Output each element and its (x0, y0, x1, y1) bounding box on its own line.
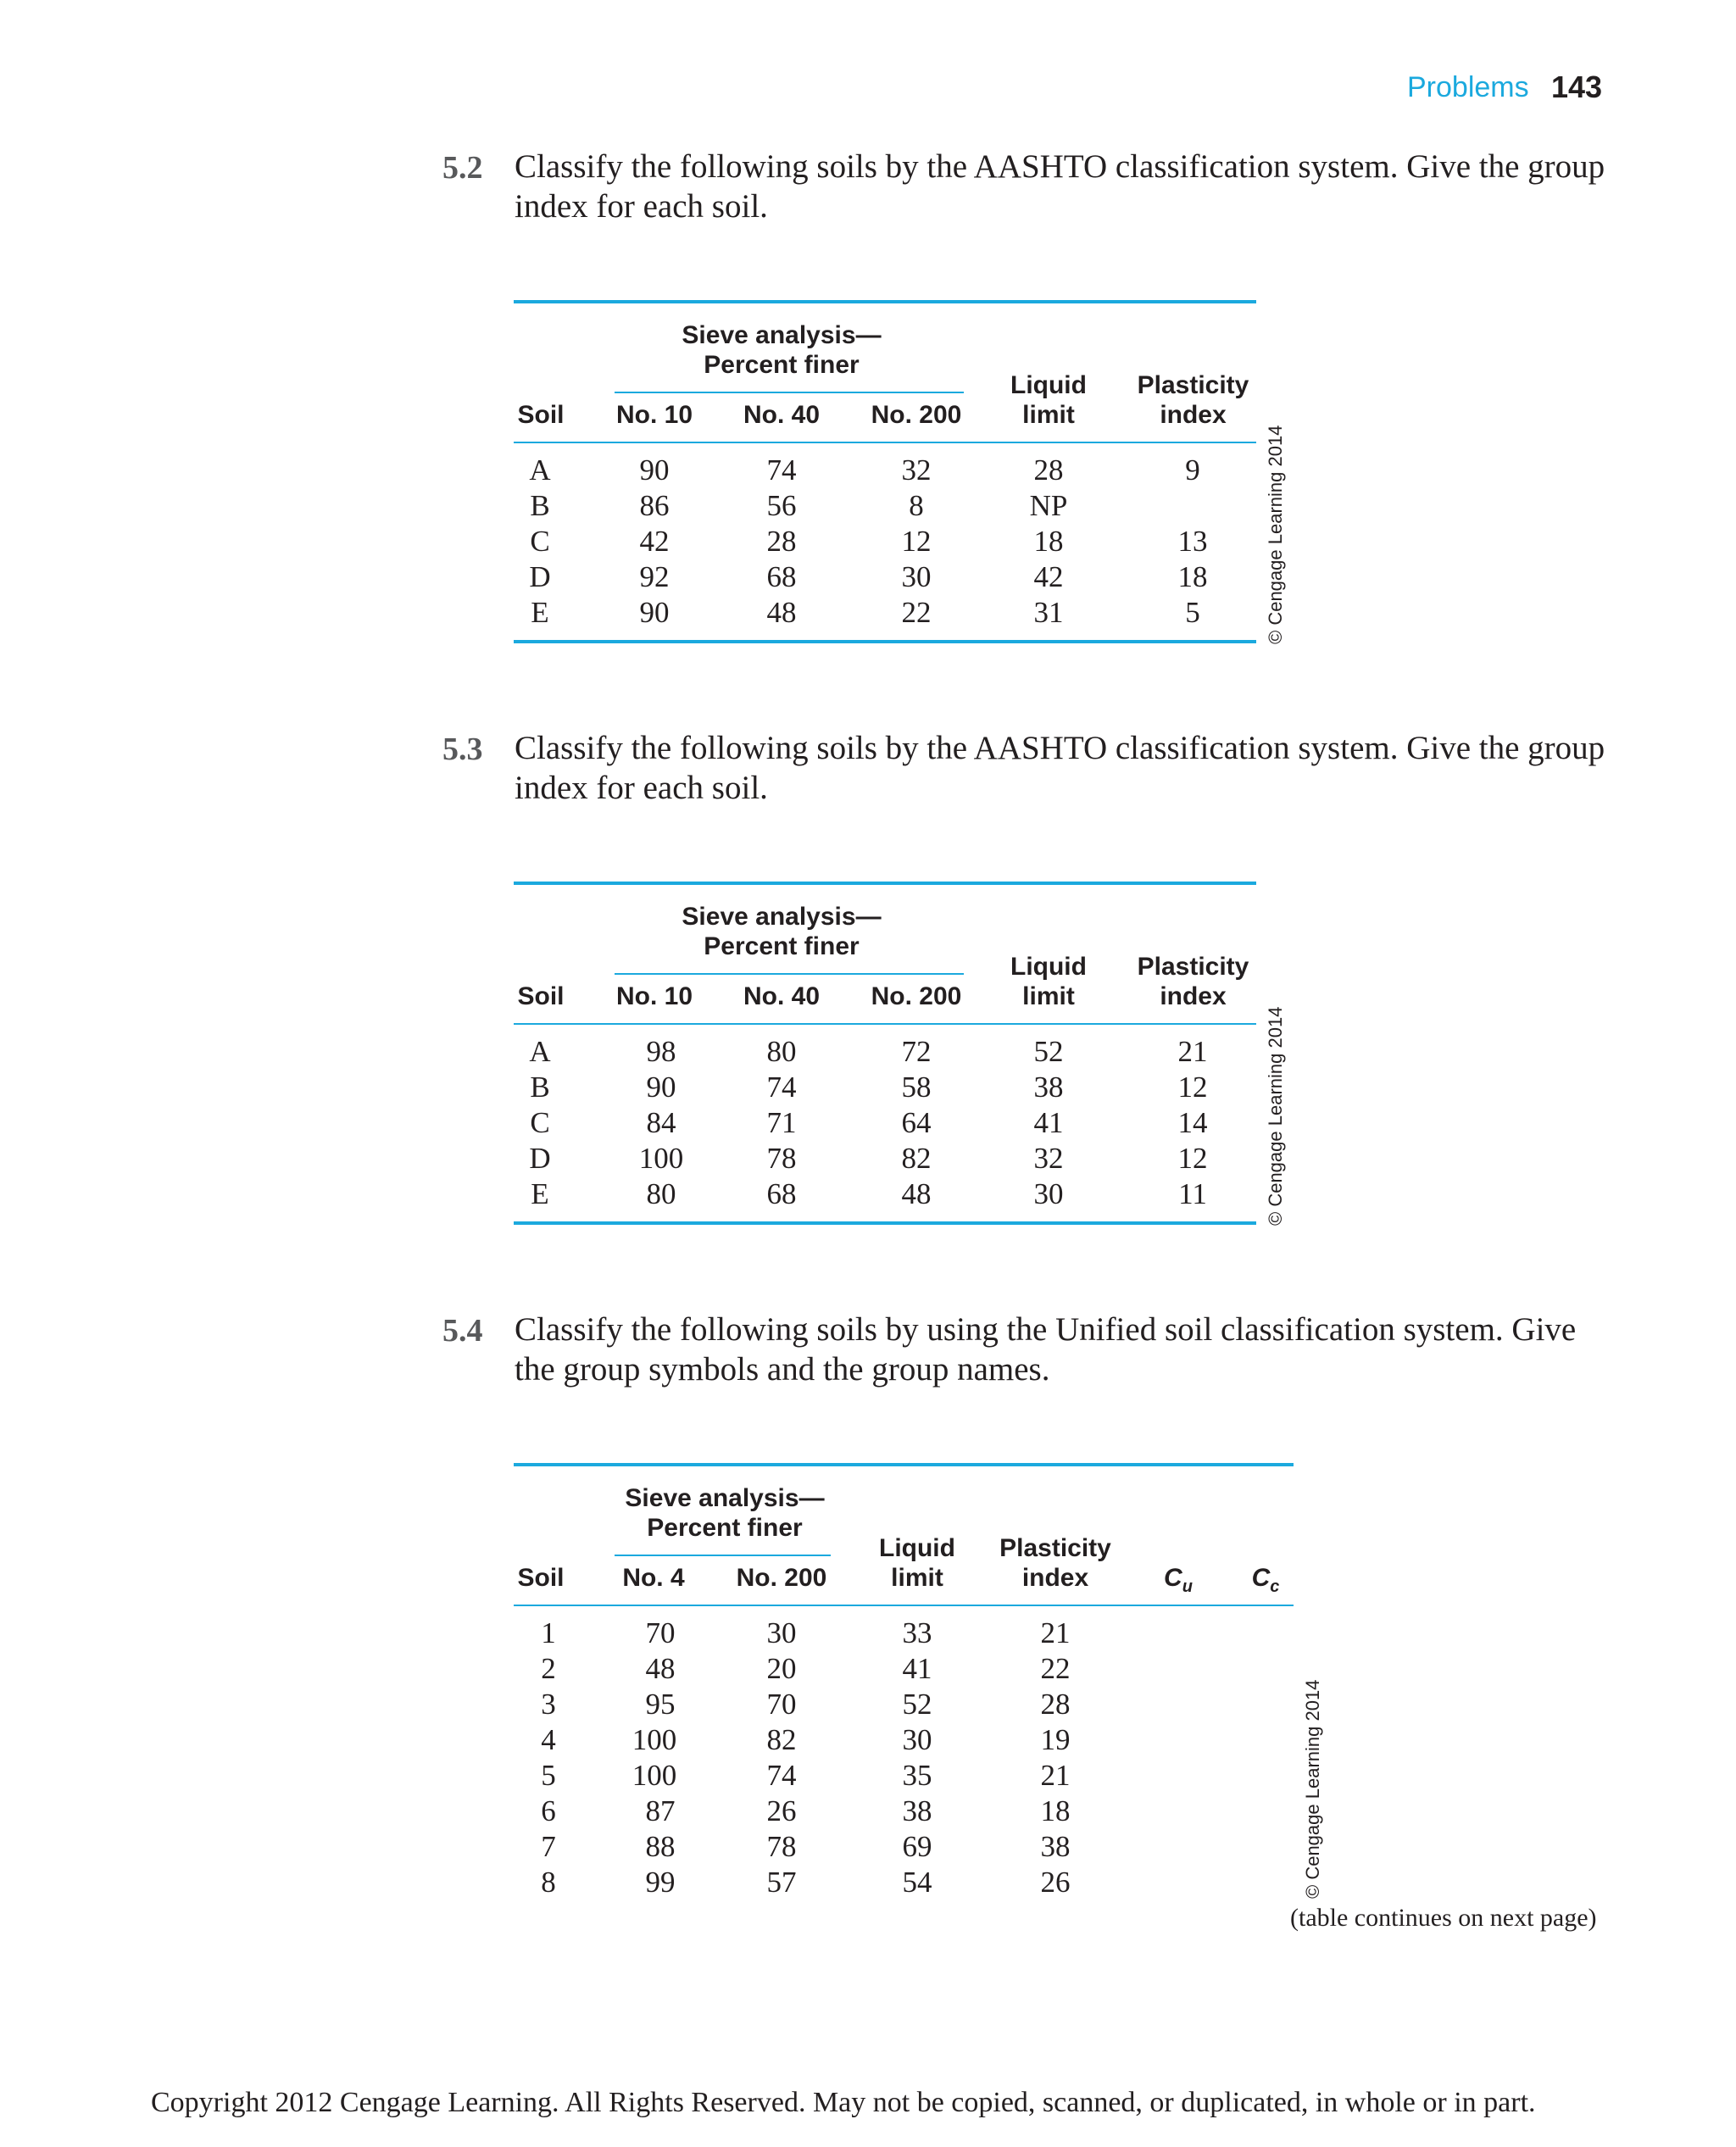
table-cell: 80 (766, 1035, 797, 1068)
problem-statement (515, 728, 1608, 808)
table-cell: 21 (1040, 1616, 1071, 1649)
column-header: Soil (517, 982, 565, 1010)
problem-number: 5.2 (442, 150, 483, 186)
problem-statement (515, 1310, 1608, 1389)
header-bottom-rule (514, 442, 1256, 443)
table-cell: D (529, 1142, 551, 1175)
table-cell: 5 (1185, 596, 1200, 629)
cu-sub: u (1182, 1577, 1193, 1596)
table-cell: 58 (901, 1071, 932, 1104)
table-cell: 21 (1040, 1759, 1071, 1792)
table-cell: 14 (1177, 1106, 1208, 1139)
footer-copyright: Copyright 2012 Cengage Learning. All Rights Reserved. May not be copied, scanned, or duplicated, in whole or in part. (151, 2087, 1536, 2118)
sieve-group-header: Sieve analysis— Percent finer (682, 903, 882, 960)
table-cell: 22 (1040, 1652, 1071, 1685)
table-cell: 30 (1033, 1177, 1064, 1210)
column-header: No. 10 (615, 982, 693, 1010)
table-cell: 74 (766, 1759, 797, 1792)
table-cell: 57 (766, 1866, 797, 1899)
table-top-rule (514, 882, 1256, 885)
table-cell: 5 (541, 1759, 556, 1792)
table-cell: A (529, 453, 551, 487)
sieve-group-header: Sieve analysis— Percent finer (625, 1484, 825, 1542)
table-cell: 78 (766, 1830, 797, 1863)
column-header: No. 200 (871, 982, 962, 1010)
table-cell: 42 (639, 525, 670, 558)
table-cell: 52 (902, 1688, 932, 1721)
table-cell: 38 (1040, 1830, 1071, 1863)
table-cell: B (530, 489, 550, 522)
table-cell: 54 (902, 1866, 932, 1899)
column-header: No. 4 (622, 1564, 685, 1592)
copyright-credit: © Cengage Learning 2014 (1265, 1006, 1286, 1226)
table-cell: 20 (766, 1652, 797, 1685)
table-cell: 30 (901, 560, 932, 593)
table-cell: 80 (646, 1177, 676, 1210)
problem-text-line: Classify the following soils by using the Unified soil classification system. Give (515, 1311, 1577, 1348)
table-cell: 35 (902, 1759, 932, 1792)
table-cell: 8 (909, 489, 924, 522)
table-cell: 4 (541, 1723, 556, 1756)
table-cell: 48 (766, 596, 797, 629)
running-header-section: Problems (1407, 71, 1529, 103)
table-cell: E (531, 1177, 549, 1210)
table-cell: 41 (1033, 1106, 1064, 1139)
table-cell: 71 (766, 1106, 797, 1139)
problem-text-line: index for each soil. (515, 770, 768, 806)
table-cell: 28 (1033, 453, 1064, 487)
table-cell: 90 (639, 453, 670, 487)
table-cell: 42 (1033, 560, 1064, 593)
table-cell: 9 (1185, 453, 1200, 487)
table-cell: 38 (902, 1794, 932, 1827)
table-cell: 2 (541, 1652, 556, 1685)
table-cell: 82 (901, 1142, 932, 1175)
table-cell: 38 (1033, 1071, 1064, 1104)
table-cell: 11 (1178, 1177, 1207, 1210)
table-cell: NP (1029, 489, 1068, 522)
table-cell: 72 (901, 1035, 932, 1068)
column-header: No. 200 (871, 401, 962, 429)
table-cell: C (530, 1106, 550, 1139)
table-cell: D (529, 560, 551, 593)
copyright-credit: © Cengage Learning 2014 (1265, 425, 1286, 644)
table-cell: 19 (1040, 1723, 1071, 1756)
problem-number: 5.3 (442, 731, 483, 767)
table-cell: 82 (766, 1723, 797, 1756)
table-cell: 18 (1040, 1794, 1071, 1827)
group-header-rule (615, 392, 964, 393)
problem-statement (515, 147, 1608, 226)
table-cell: 68 (766, 560, 797, 593)
table-cell: 31 (1033, 596, 1064, 629)
table-cell: 90 (646, 1071, 676, 1104)
column-header-cu (1153, 1563, 1204, 1602)
column-header: No. 200 (736, 1564, 827, 1592)
table-cell: 92 (639, 560, 670, 593)
table-top-rule (514, 1463, 1294, 1466)
group-header-rule (615, 973, 964, 975)
table-cell: 28 (766, 525, 797, 558)
table-cell: 30 (766, 1616, 797, 1649)
table-cell: 100 (632, 1759, 677, 1792)
table-cell: 98 (646, 1035, 676, 1068)
problem-number: 5.4 (442, 1313, 483, 1349)
table-cell: 74 (766, 453, 797, 487)
table-cell: 30 (902, 1723, 932, 1756)
table-cell: 21 (1177, 1035, 1208, 1068)
problem-text-line: index for each soil. (515, 188, 768, 225)
column-header: Liquid limit (879, 1534, 955, 1592)
table-cell: 95 (645, 1688, 676, 1721)
table-cell: B (530, 1071, 550, 1104)
table-cell: 70 (645, 1616, 676, 1649)
column-header: No. 10 (615, 401, 693, 429)
table-cell: 12 (1177, 1071, 1208, 1104)
table-cell: 32 (901, 453, 932, 487)
table-cell: 78 (766, 1142, 797, 1175)
table-cell: 1 (541, 1616, 556, 1649)
table-cell: 48 (645, 1652, 676, 1685)
column-header: No. 40 (743, 982, 821, 1010)
table-cell: 68 (766, 1177, 797, 1210)
column-header-cc (1240, 1563, 1291, 1602)
table-cell: 12 (901, 525, 932, 558)
table-cell: 12 (1177, 1142, 1208, 1175)
table-bottom-rule (514, 1221, 1256, 1225)
column-header: Plasticity index (1137, 953, 1249, 1010)
table-cell: 69 (902, 1830, 932, 1863)
table-cell: 70 (766, 1688, 797, 1721)
page-number: 143 (1551, 70, 1603, 104)
table-cell: 84 (646, 1106, 676, 1139)
column-header: Soil (517, 401, 565, 429)
table-cell: 64 (901, 1106, 932, 1139)
copyright-credit: © Cengage Learning 2014 (1302, 1679, 1323, 1899)
table-cell: 26 (766, 1794, 797, 1827)
column-header: Soil (517, 1564, 565, 1592)
table-cell: C (530, 525, 550, 558)
table-cell: 18 (1033, 525, 1064, 558)
table-cell: 48 (901, 1177, 932, 1210)
column-header: Liquid limit (1010, 371, 1087, 429)
table-cell: 32 (1033, 1142, 1064, 1175)
column-header: Plasticity index (1137, 371, 1249, 429)
table-cell: 99 (645, 1866, 676, 1899)
cc-main: C (1251, 1564, 1271, 1592)
table-cell: 18 (1177, 560, 1208, 593)
table-top-rule (514, 300, 1256, 303)
sieve-group-header: Sieve analysis— Percent finer (682, 321, 882, 379)
column-header: No. 40 (743, 401, 821, 429)
table-cell: 26 (1040, 1866, 1071, 1899)
table-cell: 90 (639, 596, 670, 629)
table-cell: 22 (901, 596, 932, 629)
table-cell: A (529, 1035, 551, 1068)
header-bottom-rule (514, 1605, 1294, 1606)
table-cell: 52 (1033, 1035, 1064, 1068)
table-cell: 100 (638, 1142, 684, 1175)
group-header-rule (615, 1555, 831, 1556)
table-cell: 28 (1040, 1688, 1071, 1721)
table-cell: 33 (902, 1616, 932, 1649)
table-cell: 87 (645, 1794, 676, 1827)
table-cell: 6 (541, 1794, 556, 1827)
table-cell: 3 (541, 1688, 556, 1721)
column-header: Plasticity index (999, 1534, 1111, 1592)
table-cell: E (531, 596, 549, 629)
cc-sub: c (1270, 1577, 1280, 1596)
cu-main: C (1164, 1564, 1182, 1592)
problem-text-line: the group symbols and the group names. (515, 1351, 1050, 1388)
table-cell: 74 (766, 1071, 797, 1104)
header-bottom-rule (514, 1023, 1256, 1025)
table-bottom-rule (514, 640, 1256, 643)
table-cell: 13 (1177, 525, 1208, 558)
problem-text-line: Classify the following soils by the AASHTO classification system. Give the group (515, 730, 1605, 766)
table-cell: 41 (902, 1652, 932, 1685)
table-cell: 86 (639, 489, 670, 522)
table-continuation-note: (table continues on next page) (1290, 1904, 1597, 1932)
table-cell: 7 (541, 1830, 556, 1863)
table-cell: 56 (766, 489, 797, 522)
column-header: Liquid limit (1010, 953, 1087, 1010)
table-cell: 100 (632, 1723, 677, 1756)
table-cell: 8 (541, 1866, 556, 1899)
problem-text-line: Classify the following soils by the AASHTO classification system. Give the group (515, 148, 1605, 185)
table-cell: 88 (645, 1830, 676, 1863)
